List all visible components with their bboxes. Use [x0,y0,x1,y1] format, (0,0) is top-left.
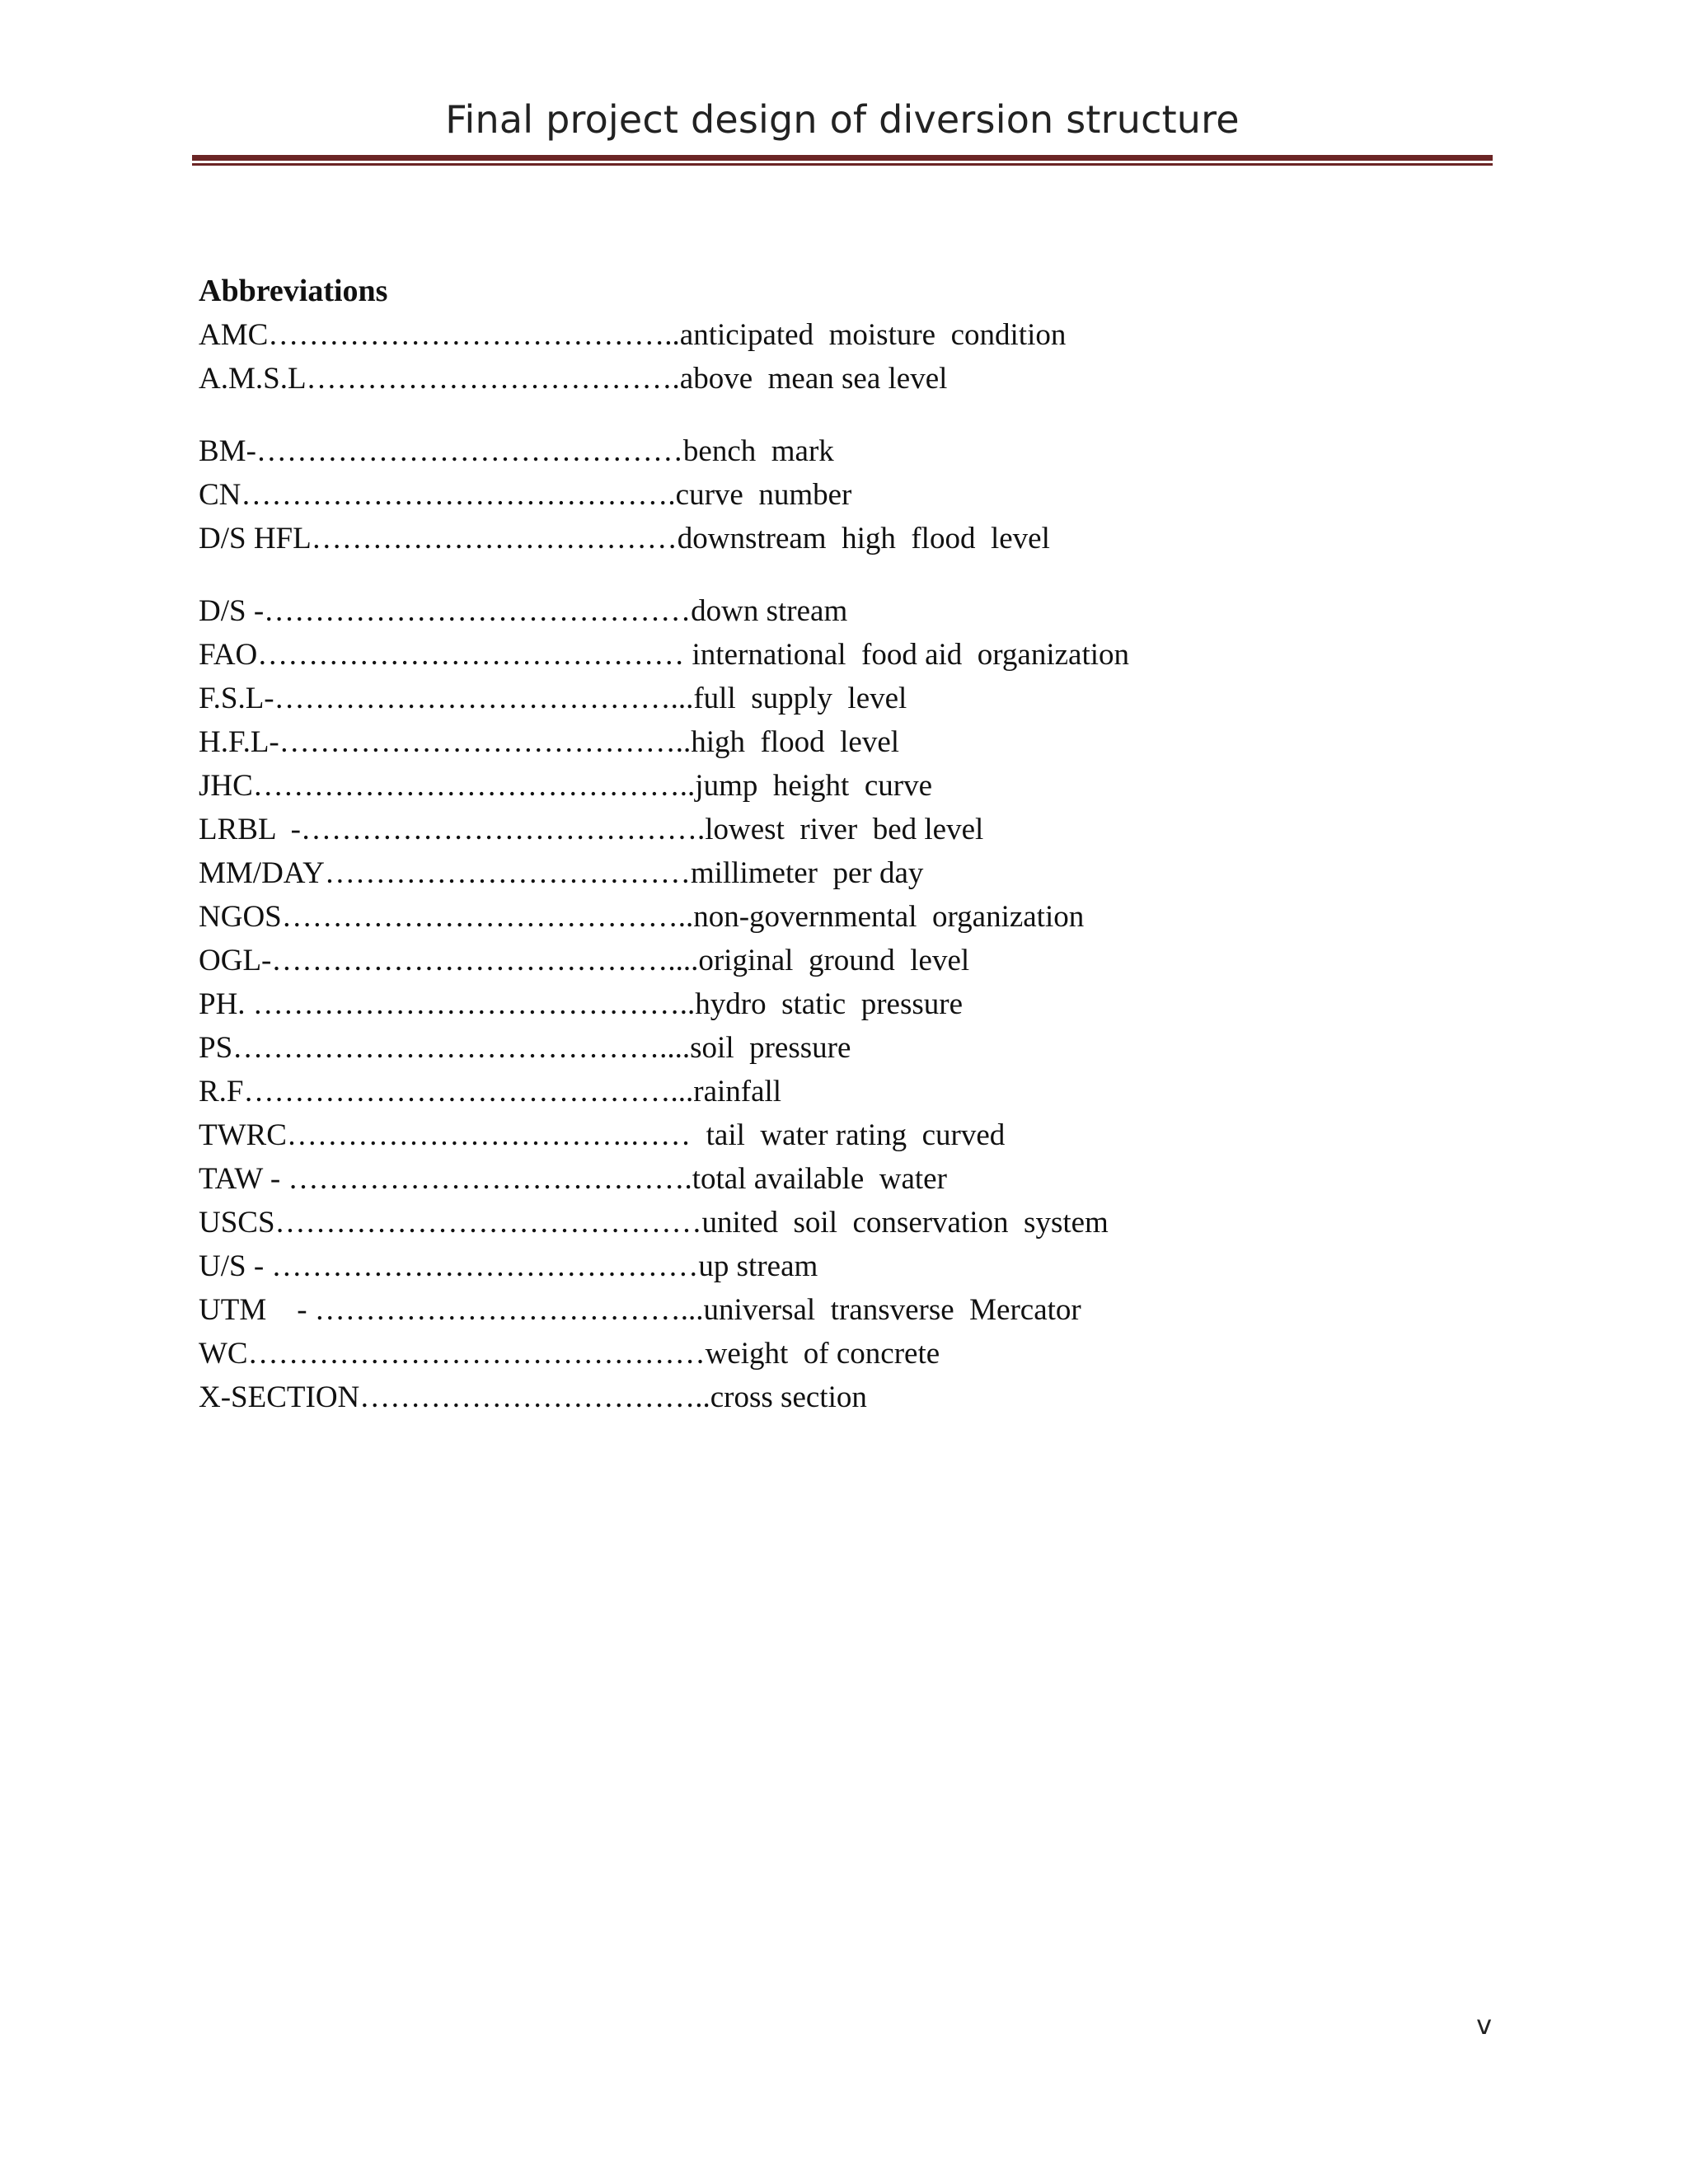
abbreviation-entry: TAW - ………………………………….total available water [199,1162,947,1196]
abbreviation-list [199,313,1484,1419]
abbreviation-entry: X-SECTION……………………………..cross section [199,1380,867,1414]
abbreviation-entry: OGL-…………………………………....original ground level [199,944,970,977]
abbreviations-section [199,269,1484,1419]
abbreviation-entry: H.F.L-…………………………………..high flood level [199,725,900,759]
abbreviation-entry: WC………………………………………weight of concrete [199,1337,940,1371]
abbreviation-entry: AMC…………………………………..anticipated moisture condition [199,318,1067,352]
abbreviation-entry: MM/DAY………………………………millimeter per day [199,856,924,890]
abbreviation-entry: NGOS…………………………………..non-governmental organization [199,900,1085,934]
abbreviation-entry: D/S -……………………………………down stream [199,594,848,628]
page-number: v [1476,2009,1492,2041]
abbreviation-entry: PS……………………………………....soil pressure [199,1031,851,1065]
abbreviation-entry: F.S.L-…………………………………...full supply level [199,682,907,715]
abbreviation-entry: FAO…………………………………… international food aid organization [199,638,1130,672]
abbreviation-entry: JHC……………………………………..jump height curve [199,769,933,803]
abbreviation-entry: TWRC…………………………….…… tail water rating curved [199,1118,1006,1152]
abbreviation-entry: R.F……………………………………...rainfall [199,1075,782,1108]
page-header-title: Final project design of diversion structure [445,97,1240,142]
header-rule-thick [192,155,1493,161]
abbreviation-entry: UTM - ………………………………...universal transverse Mercator [199,1293,1081,1327]
abbreviation-entry: D/S HFL………………………………downstream high flood level [199,522,1050,555]
section-heading: Abbreviations [199,274,388,308]
abbreviation-entry: USCS……………………………………united soil conservation system [199,1206,1109,1240]
abbreviation-entry: BM-……………………………………bench mark [199,434,834,468]
header-rule-thin [192,163,1493,166]
abbreviation-entry: A.M.S.L……………………………….above mean sea level [199,362,948,396]
abbreviation-entry: PH. ……………………………………..hydro static pressure [199,987,963,1021]
abbreviation-entry: CN…………………………………….curve number [199,478,852,512]
abbreviation-entry: LRBL -………………………………….lowest river bed level [199,813,984,846]
abbreviation-entry: U/S - ……………………………………up stream [199,1249,818,1283]
